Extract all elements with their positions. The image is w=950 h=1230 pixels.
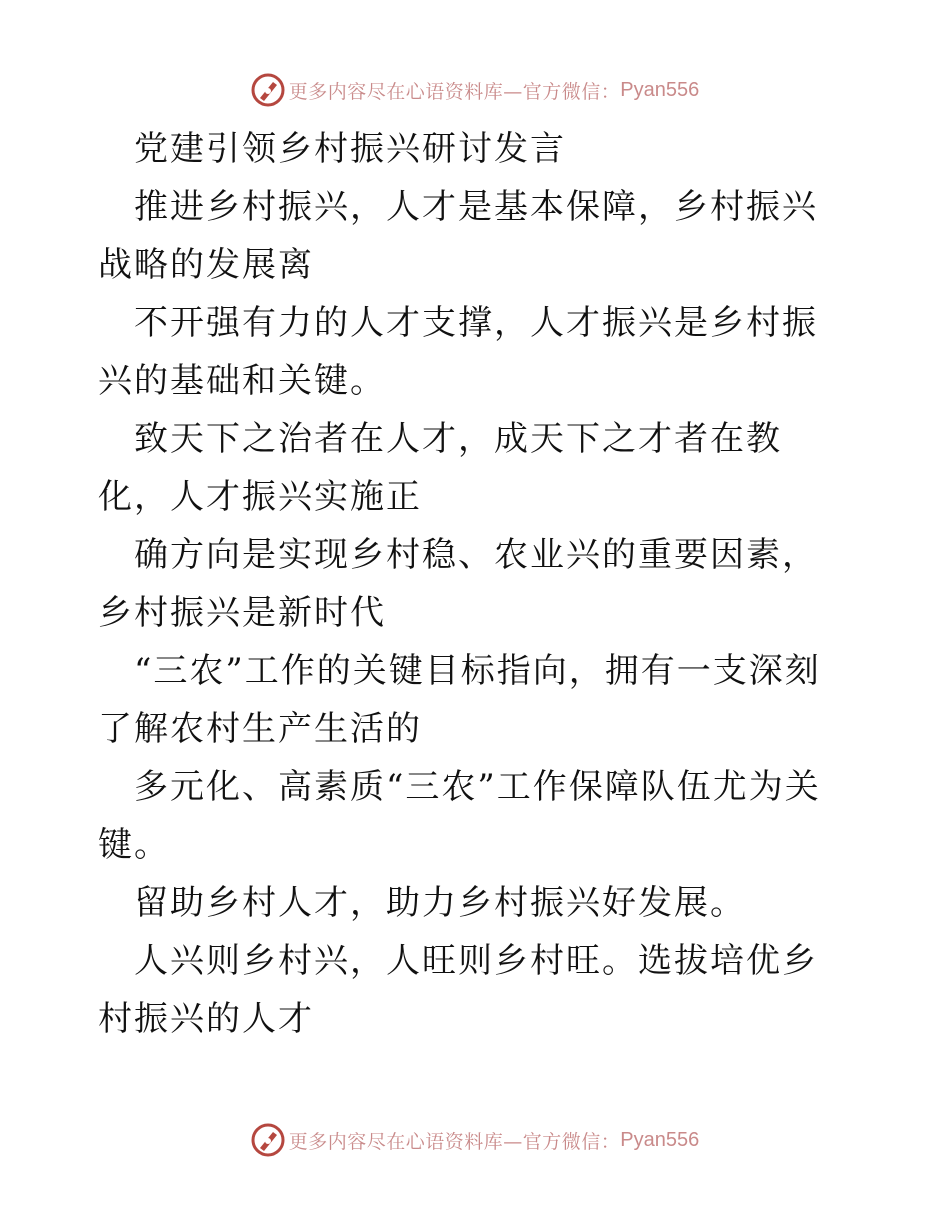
watermark-wechat-id: Pyan556	[620, 78, 700, 101]
paragraph: 推进乡村振兴，人才是基本保障，乡村振兴战略的发展离	[98, 187, 818, 285]
paragraph: 致天下之治者在人才，成天下之才者在教化，人才振兴实施正	[98, 419, 782, 517]
pen-logo-icon	[251, 1123, 285, 1157]
header-watermark	[0, 70, 950, 110]
paragraph: 不开强有力的人才支撑，人才振兴是乡村振兴的基础和关键。	[98, 303, 818, 401]
document-title: 党建引领乡村振兴研讨发言	[134, 129, 566, 169]
paragraph: 人兴则乡村兴，人旺则乡村旺。选拔培优乡村振兴的人才	[98, 941, 818, 1039]
paragraph: 留助乡村人才，助力乡村振兴好发展。	[134, 883, 746, 923]
footer-watermark	[0, 1120, 950, 1160]
watermark-wechat-id: Pyan556	[620, 1128, 700, 1151]
paragraph: 多元化、高素质“三农”工作保障队伍尤为关键。	[98, 767, 821, 865]
document-body	[98, 120, 853, 1048]
watermark-text: 更多内容尽在心语资料库—官方微信：	[288, 1130, 621, 1153]
pen-logo-icon	[251, 73, 285, 107]
watermark-text: 更多内容尽在心语资料库—官方微信：	[288, 80, 621, 103]
paragraph: “三农”工作的关键目标指向，拥有一支深刻了解农村生产生活的	[98, 651, 821, 749]
paragraph: 确方向是实现乡村稳、农业兴的重要因素，乡村振兴是新时代	[98, 535, 818, 633]
